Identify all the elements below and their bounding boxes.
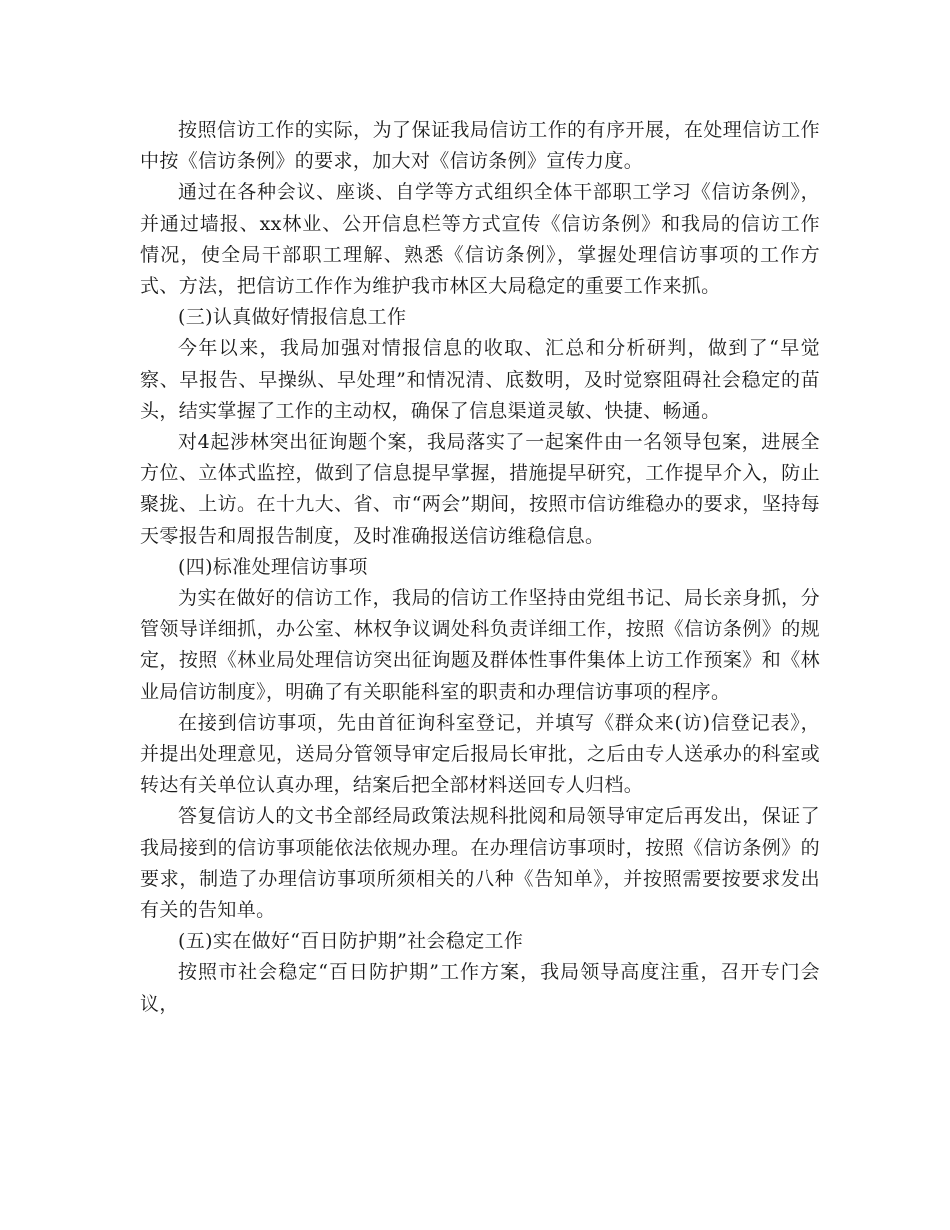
paragraph-1: 按照信访工作的实际，为了保证我局信访工作的有序开展，在处理信访工作中按《信访条例》的要求，加大对《信访条例》宣传力度。 bbox=[140, 119, 820, 173]
document-body bbox=[140, 115, 820, 1020]
section-heading-5: (五)实在做好“百日防护期”社会稳定工作 bbox=[178, 930, 524, 953]
paragraph-4: 今年以来，我局加强对情报信息的收取、汇总和分析研判，做到了“早觉察、早报告、早操纵、早处理”和情况清、底数明，及时觉察阻碍社会稳定的苗头，结实掌握了工作的主动权，确保了信息渠道灵敏、快捷、畅通。 bbox=[140, 337, 820, 422]
paragraph-2: 通过在各种会议、座谈、自学等方式组织全体干部职工学习《信访条例》，并通过墙报、xx林业、公开信息栏等方式宣传《信访条例》和我局的信访工作情况，使全局干部职工理解、熟悉《信访条例》，掌握处理信访事项的工作方式、方法，把信访工作作为维护我市林区大局稳定的重要工作来抓。 bbox=[140, 181, 820, 298]
paragraph-5: 对4起涉林突出征询题个案，我局落实了一起案件由一名领导包案，进展全方位、立体式监控，做到了信息提早掌握，措施提早研究，工作提早介入，防止聚拢、上访。在十九大、省、市“两会”期间，按照市信访维稳办的要求，坚持每天零报告和周报告制度，及时准确报送信访维稳信息。 bbox=[140, 431, 820, 547]
paragraph-9: 答复信访人的文书全部经局政策法规科批阅和局领导审定后再发出，保证了我局接到的信访事项能依法依规办理。在办理信访事项时，按照《信访条例》的要求，制造了办理信访事项所须相关的八种《告知单》，并按照需要按要求发出有关的告知单。 bbox=[140, 805, 820, 922]
section-heading-3: (三)认真做好情报信息工作 bbox=[178, 306, 407, 329]
paragraph-8: 在接到信访事项，先由首征询科室登记，并填写《群众来(访)信登记表》，并提出处理意见，送局分管领导审定后报局长审批，之后由专人送承办的科室或转达有关单位认真办理，结案后把全部材料送回专人归档。 bbox=[140, 711, 820, 797]
paragraph-11: 按照市社会稳定“百日防护期”工作方案，我局领导高度注重，召开专门会议， bbox=[140, 961, 820, 1015]
paragraph-7: 为实在做好的信访工作，我局的信访工作坚持由党组书记、局长亲身抓，分管领导详细抓，办公室、林权争议调处科负责详细工作，按照《信访条例》的规定，按照《林业局处理信访突出征询题及群体性事件集体上访工作预案》和《林业局信访制度》，明确了有关职能科室的职责和办理信访事项的程序。 bbox=[140, 587, 820, 703]
section-heading-4: (四)标准处理信访事项 bbox=[178, 555, 368, 578]
